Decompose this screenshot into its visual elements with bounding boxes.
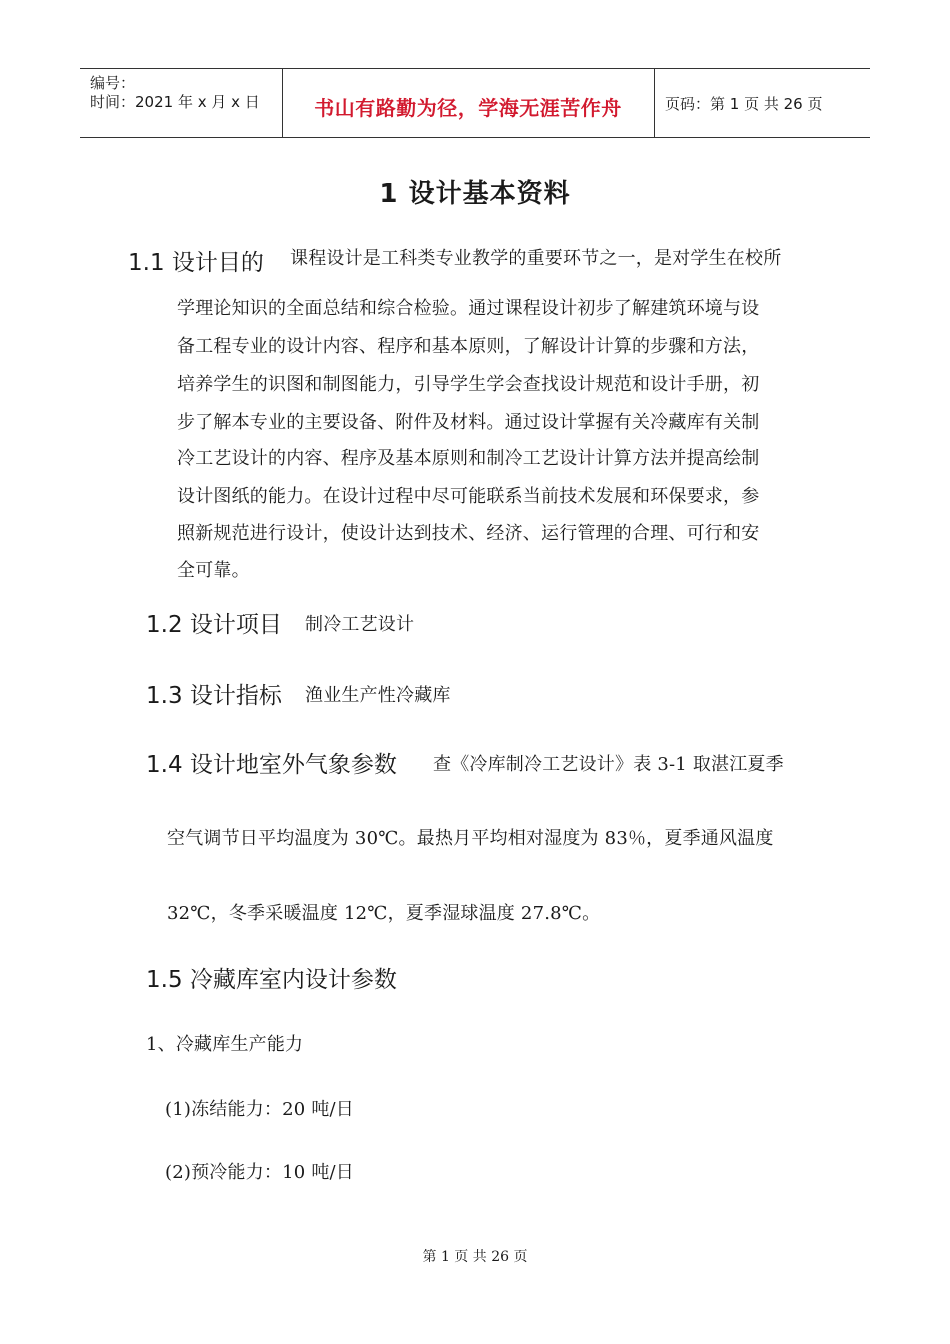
paragraph-line: 设计图纸的能力。在设计过程中尽可能联系当前技术发展和环保要求，参 [177,486,760,507]
page-title: 1 设计基本资料 [379,179,571,209]
section-1-5-heading: 1.5 冷藏库室内设计参数 [146,967,397,993]
section-1-1-first-line: 课程设计是工科类专业教学的重要环节之一，是对学生在校所 [290,248,782,269]
section-1-4-line-2: 空气调节日平均温度为 30℃。最热月平均相对湿度为 83％，夏季通风温度 [167,828,774,849]
section-1-4-line-3: 32℃，冬季采暖温度 12℃，夏季湿球温度 27.8℃。 [167,903,601,924]
header-page-cell [655,69,870,137]
section-1-5-item-1: 1、冷藏库生产能力 [146,1034,304,1055]
header-motto: 书山有路勤为径，学海无涯苦作舟 [314,96,622,120]
paragraph-line: 培养学生的识图和制图能力，引导学生学会查找设计规范和设计手册，初 [177,374,760,395]
page-footer: 第 1 页 共 26 页 [422,1249,528,1265]
paragraph-line: 全可靠。 [177,560,250,581]
section-1-2-heading: 1.2 设计项目 [146,612,282,638]
section-1-3-heading: 1.3 设计指标 [146,683,282,709]
paragraph-line: 冷工艺设计的内容、程序及基本原则和制冷工艺设计计算方法并提高绘制 [177,448,760,469]
document-time-label: 时间：2021 年 x 月 x 日 [90,93,260,111]
section-1-1-heading: 1.1 设计目的 [128,250,264,276]
paragraph-line: 照新规范进行设计，使设计达到技术、经济、运行管理的合理、可行和安 [177,523,760,544]
header-motto-cell [282,69,655,137]
section-1-5-sub-item-2: (2)预冷能力：10 吨/日 [165,1162,354,1183]
paragraph-line: 备工程专业的设计内容、程序和基本原则，了解设计计算的步骤和方法， [177,336,760,357]
section-1-2-text: 制冷工艺设计 [305,614,415,635]
section-1-4-first-line: 查《冷库制冷工艺设计》表 3-1 取湛江夏季 [433,754,784,775]
section-1-5-sub-item-1: (1)冻结能力：20 吨/日 [165,1099,354,1120]
header-page-info: 页码：第 1 页 共 26 页 [665,95,823,113]
paragraph-line: 学理论知识的全面总结和综合检验。通过课程设计初步了解建筑环境与设 [177,298,760,319]
header-meta-cell [80,69,283,137]
section-1-3-text: 渔业生产性冷藏库 [305,685,451,706]
paragraph-line: 步了解本专业的主要设备、附件及材料。通过设计掌握有关冷藏库有关制 [177,412,760,433]
page-header [80,68,870,138]
document-number-label: 编号： [90,74,136,92]
section-1-4-heading: 1.4 设计地室外气象参数 [146,752,397,778]
